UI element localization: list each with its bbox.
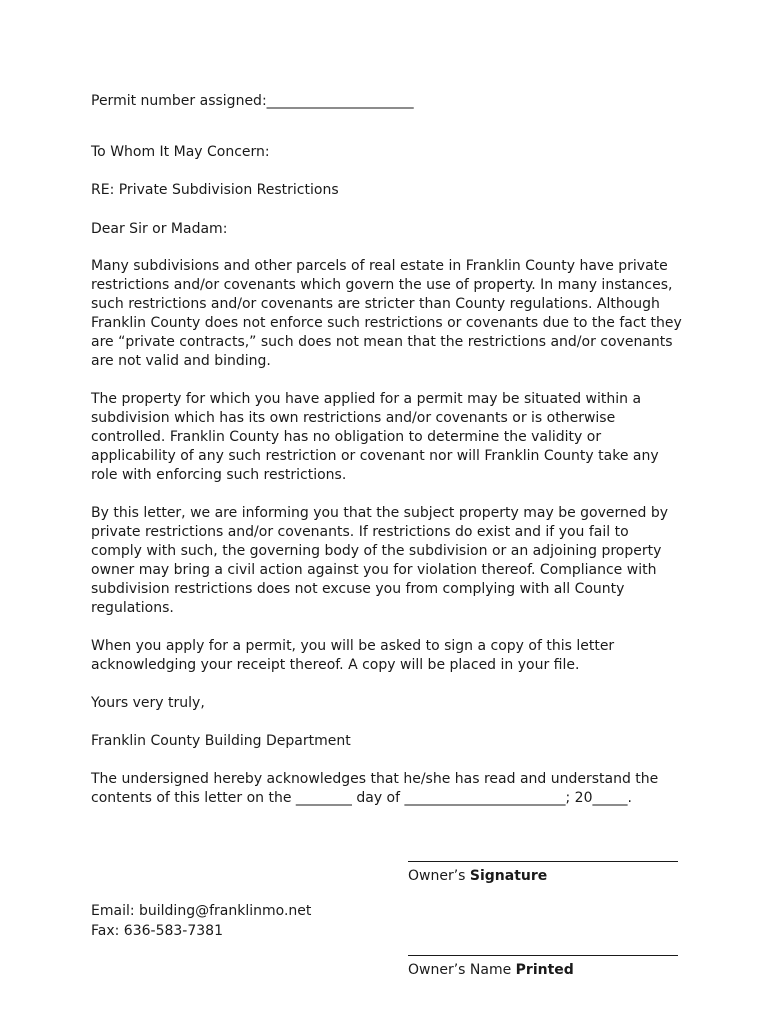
- paragraph-line: restrictions and/or covenants which govern the use of property. In many instances,: [91, 277, 673, 293]
- paragraph-1: [91, 257, 691, 371]
- paragraph-line: When you apply for a permit, you will be asked to sign a copy of this letter: [91, 638, 615, 654]
- paragraph-2: [91, 390, 691, 485]
- department-name: Franklin County Building Department: [91, 733, 351, 749]
- permit-number-line: Permit number assigned:_____________________: [91, 93, 414, 109]
- paragraph-line: owner may bring a civil action against you for violation thereof. Compliance with: [91, 562, 657, 578]
- signature-label: [408, 867, 678, 886]
- paragraph-line: Many subdivisions and other parcels of real estate in Franklin County have private: [91, 258, 668, 274]
- salutation: Dear Sir or Madam:: [91, 221, 228, 237]
- paragraph-line: applicability of any such restriction or covenant nor will Franklin County take any: [91, 448, 659, 464]
- acknowledgement: [91, 770, 691, 808]
- paragraph-line: comply with such, the governing body of the subdivision or an adjoining property: [91, 543, 662, 559]
- paragraph-line: such restrictions and/or covenants are stricter than County regulations. Although: [91, 296, 660, 312]
- paragraph-line: The property for which you have applied for a permit may be situated within a: [91, 391, 642, 407]
- contact-email: Email: building@franklinmo.net: [91, 903, 312, 919]
- paragraph-line: private restrictions and/or covenants. If restrictions do exist and if you fail to: [91, 524, 629, 540]
- paragraph-line: Franklin County does not enforce such restrictions or covenants due to the fact they: [91, 315, 682, 331]
- paragraph-line: are “private contracts,” such does not mean that the restrictions and/or covenants: [91, 334, 673, 350]
- printed-name-label-emphasis: Printed: [515, 962, 574, 978]
- owner-signature-block: [408, 861, 678, 886]
- paragraph-line: subdivision which has its own restrictions and/or covenants or is otherwise: [91, 410, 616, 426]
- closing: Yours very truly,: [91, 695, 205, 711]
- re-line: RE: Private Subdivision Restrictions: [91, 182, 339, 198]
- printed-name-label-prefix: Owner’s Name: [408, 962, 516, 978]
- paragraph-line: regulations.: [91, 600, 174, 616]
- paragraph-line: By this letter, we are informing you that the subject property may be governed by: [91, 505, 669, 521]
- paragraph-line: are not valid and binding.: [91, 353, 271, 369]
- contact-fax: Fax: 636-583-7381: [91, 923, 223, 939]
- paragraph-4: [91, 637, 691, 675]
- acknowledgement-line: contents of this letter on the ________ day of _______________________; 20_____.: [91, 790, 632, 806]
- acknowledgement-line: The undersigned hereby acknowledges that he/she has read and understand the: [91, 771, 659, 787]
- signature-label-prefix: Owner’s: [408, 868, 470, 884]
- paragraph-line: role with enforcing such restrictions.: [91, 467, 347, 483]
- printed-name-line: [408, 955, 678, 956]
- paragraph-line: acknowledging your receipt thereof. A copy will be placed in your file.: [91, 657, 580, 673]
- signature-label-emphasis: Signature: [469, 868, 548, 884]
- printed-name-label: [408, 961, 678, 980]
- paragraph-line: subdivision restrictions does not excuse you from complying with all County: [91, 581, 625, 597]
- paragraph-3: [91, 504, 691, 618]
- paragraph-line: controlled. Franklin County has no obligation to determine the validity or: [91, 429, 602, 445]
- signature-line: [408, 861, 678, 862]
- general-salutation: To Whom It May Concern:: [91, 144, 270, 160]
- owner-printed-name-block: [408, 955, 678, 980]
